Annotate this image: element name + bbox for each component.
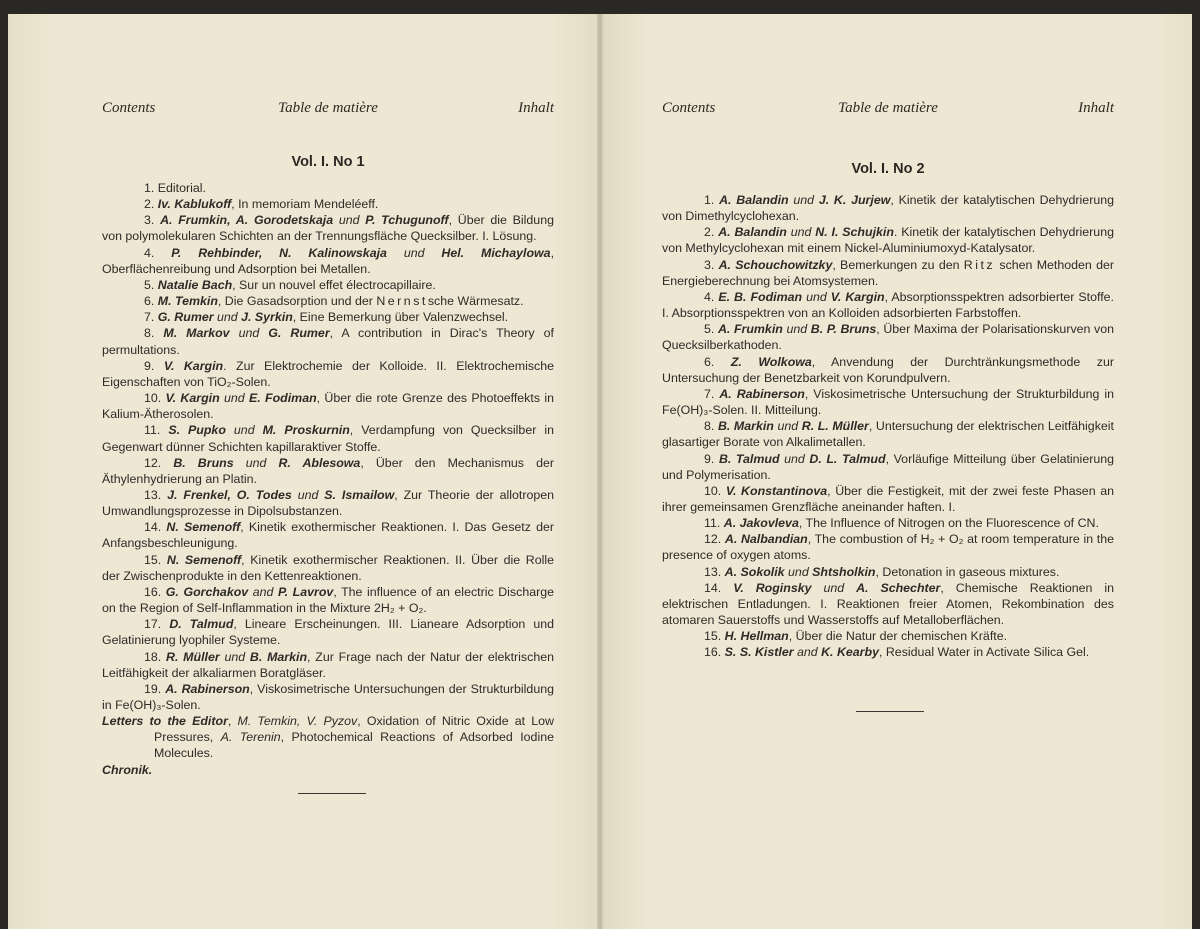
contents-entry: [662, 354, 1114, 386]
entry-author: N. I. Schujkin: [815, 225, 894, 240]
entry-text: 13.: [144, 487, 168, 502]
header-contents: Contents: [102, 100, 156, 116]
entry-text: , Anvendung der Durchtränkungsmethode zur Untersuchung der Benetzbarkeit von Korundpulvern.: [662, 354, 1114, 385]
entry-text: 15.: [704, 629, 725, 644]
contents-entry: [102, 649, 554, 681]
entry-author: V. Roginsky: [733, 580, 824, 595]
entry-author: Iv. Kablukoff: [157, 197, 232, 212]
contents-entry: [102, 293, 554, 309]
contents-entry: [662, 321, 1114, 353]
contents-entry: [102, 325, 554, 357]
entry-text: 8.: [704, 419, 718, 434]
entry-text: , Viskosimetrische Untersuchung der Strukturbildung in Fe(OH)₃-Solen. II. Mitteilung.: [662, 386, 1114, 418]
contents-entry: [662, 224, 1114, 256]
contents-entry: [662, 192, 1114, 224]
entry-text: , Bemerkungen zu den: [832, 257, 964, 272]
contents-entry: [102, 196, 554, 212]
entry-author: Z. Wolkowa: [730, 354, 812, 369]
contents-list-vol2: [662, 192, 1114, 661]
entry-text: Ritz: [963, 257, 996, 272]
entry-text: 2.: [144, 197, 158, 212]
contents-entry: [102, 584, 554, 616]
contents-entry: [662, 564, 1114, 580]
entry-text: , Residual Water in Activate Silica Gel.: [878, 645, 1090, 660]
entry-author: J. Frenkel, O. Todes: [167, 487, 298, 502]
entry-text: , The influence of an electric Discharge on the Region of Self-Inflammation in the Mixture 2H₂ + O₂.: [102, 584, 555, 616]
entry-text: , Über die Natur der chemischen Kräfte.: [788, 629, 1008, 644]
entry-text: , Über die Bildung von polymolekularen Schichten an der Trennungsfläche Quecksilber. I. Lösung.: [102, 213, 554, 244]
entry-author: Letters to the Editor: [102, 714, 228, 729]
entry-author: V. Kargin: [165, 391, 224, 406]
entry-author: Shtsholkin: [812, 564, 876, 579]
entry-text: , A contribution in Dirac's Theory of permultations.: [102, 326, 554, 357]
entry-author: V. Kargin: [830, 289, 885, 304]
entry-text: ,: [227, 714, 238, 729]
entry-author: R. Müller: [166, 649, 225, 664]
entry-text: , Zur Frage nach der Natur der elektrischen Leitfähigkeit der alkaliarmen Boratgläser.: [102, 649, 554, 680]
entry-text: schen Methoden der Energieberechnung bei Atomsystemen.: [662, 257, 1114, 288]
entry-author: E. B. Fodiman: [718, 289, 807, 304]
entry-text: Nernst: [376, 294, 428, 309]
entry-text: 5.: [704, 322, 718, 337]
contents-entry: [662, 644, 1114, 660]
entry-author: E. Fodiman: [249, 391, 317, 406]
entry-text: 18.: [144, 649, 167, 664]
entry-text: und: [233, 423, 263, 438]
contents-entry: [662, 580, 1114, 628]
entry-text: und: [224, 391, 249, 406]
entry-text: 4.: [144, 245, 172, 260]
entry-text: , Kinetik exothermischer Reaktionen. I. Das Gesetz der Anfangsbeschleunigung.: [102, 520, 554, 551]
entry-text: 4.: [704, 289, 719, 304]
entry-text: und: [793, 193, 819, 207]
entry-author: B. Markin: [717, 419, 778, 434]
entry-author: B. P. Bruns: [810, 322, 877, 337]
entry-text: 10.: [144, 391, 166, 406]
entry-text: , The combustion of H₂ + O₂ at room temperature in the presence of oxygen atoms.: [662, 532, 1114, 563]
entry-text: . Zur Elektrochemie der Kolloide. II. Elektrochemische Eigenschaften von TiO₂-Solen.: [102, 358, 554, 389]
entry-text: 3.: [704, 257, 719, 272]
entry-text: , Vorläufige Mitteilung über Gelatinierung und Polymerisation.: [662, 451, 1115, 482]
entry-text: und: [217, 310, 242, 325]
entry-text: , Absorptionsspektren adsorbierter Stoffe. I. Absorptionsspektren von an Kolloiden adsorbierten Farbstoffen.: [662, 289, 1114, 321]
entry-text: , Detonation in gaseous mixtures.: [875, 564, 1060, 579]
entry-author: M. Markov: [163, 326, 239, 341]
entry-author: K. Kearby: [821, 645, 879, 660]
entry-text: , Die Gasadsorption und der: [217, 294, 377, 309]
entry-text: , In memoriam Mendeléeff.: [231, 197, 379, 212]
entry-text: und: [403, 245, 442, 260]
entry-author: A. Balandin: [718, 225, 791, 240]
volume-heading: Vol. I. No 1: [291, 154, 365, 170]
entry-author: Hel. Michaylowa: [441, 245, 551, 260]
entry-text: 12.: [704, 532, 725, 547]
entry-text: 7.: [144, 310, 158, 325]
entry-author: N. Semenoff: [166, 520, 241, 535]
contents-entry: [102, 390, 554, 422]
divider-rule: [856, 711, 924, 712]
entry-text: 1.: [704, 193, 720, 207]
entry-text: 16.: [704, 645, 725, 660]
entry-text: und: [777, 419, 802, 434]
entry-text: 19.: [144, 681, 166, 696]
contents-entry: [102, 713, 554, 761]
entry-text: und: [788, 564, 813, 579]
entry-text: , Oberflächenreibung und Adsorption bei Metallen.: [102, 245, 555, 276]
contents-entry: [102, 309, 554, 325]
entry-author: A. Rabinerson: [165, 681, 250, 696]
entry-text: und: [245, 455, 279, 470]
entry-author: S. Pupko: [168, 423, 234, 438]
contents-entry: [102, 455, 554, 487]
entry-author: A. Nalbandian: [724, 532, 808, 547]
entry-author: H. Hellman: [724, 629, 789, 644]
contents-entry: [102, 212, 554, 244]
entry-text: , Eine Bemerkung über Valenzwechsel.: [292, 310, 509, 325]
entry-text: und: [790, 225, 816, 240]
contents-entry: [102, 762, 554, 778]
entry-text: 6.: [704, 354, 731, 369]
header-contents: Contents: [662, 100, 716, 116]
entry-text: und: [823, 580, 857, 595]
entry-text: 14.: [144, 520, 167, 535]
entry-author: P. Lavrov: [278, 584, 334, 599]
entry-author: A. Schouchowitzky: [718, 257, 833, 272]
entry-text: und: [224, 649, 250, 664]
entry-author: S. S. Kistler: [724, 645, 797, 660]
entry-author: A. Frumkin, A. Gorodetskaja: [160, 213, 339, 228]
entry-author: S. Ismailow: [324, 487, 395, 502]
entry-author: A. Schechter: [856, 580, 941, 595]
contents-entry: [102, 358, 554, 390]
entry-text: , Über Maxima der Polarisationskurven von Quecksilberkathoden.: [662, 322, 1115, 353]
entry-author: A. Frumkin: [717, 322, 787, 337]
entry-author: M. Proskurnin: [262, 423, 350, 438]
entry-text: , Sur un nouvel effet électrocapillaire.: [232, 277, 436, 292]
entry-text: , Untersuchung der elektrischen Leitfähigkeit glasartiger Borate von Alkalimetallen.: [662, 419, 1114, 450]
entry-text: 13.: [704, 564, 725, 579]
contents-entry: [662, 628, 1114, 644]
entry-author: A. Sokolik: [724, 564, 789, 579]
entry-author: Chronik.: [102, 762, 153, 777]
divider-rule: [298, 793, 366, 794]
entry-author: P. Tchugunoff: [365, 213, 449, 228]
entry-text: 6.: [144, 294, 158, 309]
entry-author: V. Konstantinova: [725, 483, 828, 498]
contents-entry: [102, 616, 554, 648]
entry-text: , Kinetik exothermischer Reaktionen. II. Über die Rolle der Zwischenprodukte in den Kettenreaktionen.: [102, 552, 555, 583]
contents-entry: [102, 519, 554, 551]
contents-entry: [662, 451, 1114, 483]
entry-text: 3.: [144, 213, 161, 228]
contents-entry: [102, 681, 554, 713]
entry-author: G. Rumer: [268, 326, 330, 341]
entry-text: 1. Editorial.: [144, 181, 206, 195]
entry-author: V. Kargin: [163, 358, 224, 373]
entry-author: J. K. Jurjew: [818, 193, 891, 207]
entry-text: 14.: [704, 580, 734, 595]
entry-text: und: [338, 213, 366, 228]
entry-text: , The Influence of Nitrogen on the Fluorescence of CN.: [798, 516, 1099, 531]
entry-text: , Über die rote Grenze des Photoeffekts in Kalium-Ätherosolen.: [102, 391, 554, 422]
entry-author: D. L. Talmud: [809, 451, 886, 466]
contents-entry: [102, 180, 554, 196]
entry-text: 9.: [704, 451, 719, 466]
entry-text: 15.: [144, 552, 167, 567]
entry-author: P. Rehbinder, N. Kalinowskaja: [171, 245, 404, 260]
entry-text: . Kinetik der katalytischen Dehydrierung von Methylcyclohexan mit einem Nickel-Aluminiumoxyd-Katalysator.: [662, 225, 1114, 256]
entry-author: M. Temkin: [157, 294, 218, 309]
entry-text: 10.: [704, 483, 726, 498]
contents-entry: [662, 418, 1114, 450]
entry-text: , Kinetik der katalytischen Dehydrierung von Dimethylcyclohexan.: [662, 193, 1114, 224]
entry-text: 16.: [144, 584, 166, 599]
entry-author: R. Ablesowa: [278, 455, 361, 470]
contents-entry: [662, 386, 1114, 418]
entry-author: B. Bruns: [173, 455, 246, 470]
entry-text: M. Temkin, V. Pyzov: [237, 714, 358, 729]
entry-text: 11.: [704, 516, 724, 531]
contents-entry: [662, 483, 1114, 515]
contents-entry: [102, 422, 554, 454]
entry-text: und: [806, 289, 831, 304]
entry-text: , Photochemical Reactions of Adsorbed Iodine Molecules.: [154, 730, 554, 761]
entry-text: , Oxidation of Nitric Oxide at Low Pressures,: [154, 714, 554, 745]
contents-entry: [662, 531, 1114, 563]
entry-author: G. Gorchakov: [165, 584, 253, 599]
entry-text: , Über die Festigkeit, mit der zwei feste Phasen an ihrer gemeinsamen Grenzfläche aneinander haften. I.: [662, 483, 1115, 514]
page-fold: [597, 14, 603, 929]
right-header: [662, 100, 1114, 122]
entry-author: A. Balandin: [719, 193, 794, 207]
entry-text: 8.: [144, 326, 164, 341]
entry-text: , Viskosimetrische Untersuchungen der Strukturbildung in Fe(OH)₃-Solen.: [102, 681, 554, 712]
entry-text: 17.: [144, 617, 170, 632]
contents-entry: [662, 257, 1114, 289]
contents-entry: [102, 552, 554, 584]
entry-text: and: [796, 645, 822, 660]
entry-author: G. Rumer: [157, 310, 217, 325]
header-inhalt: Inhalt: [1078, 100, 1114, 116]
entry-author: A. Jakovleva: [723, 516, 799, 531]
entry-text: 2.: [704, 225, 719, 240]
entry-text: A. Terenin: [220, 730, 281, 745]
entry-text: 7.: [704, 386, 720, 401]
header-table: Table de matière: [278, 100, 378, 116]
entry-author: B. Markin: [249, 649, 308, 664]
contents-list-vol1: [102, 180, 554, 778]
entry-text: und: [238, 326, 269, 341]
entry-text: 9.: [144, 358, 164, 373]
entry-text: 12.: [144, 455, 174, 470]
entry-text: , Chemische Reaktionen in elektrischen Entladungen. I. Reaktionen freier Atomen, Rekombination des atomaren Sauerstoffs und Wasserstoffs auf Metalloberflächen.: [662, 580, 1114, 628]
entry-author: J. Syrkin: [241, 310, 293, 325]
entry-text: sche Wärmesatz.: [427, 294, 524, 309]
volume-heading: Vol. I. No 2: [851, 161, 925, 177]
entry-author: D. Talmud: [169, 617, 234, 632]
entry-text: , Zur Theorie der allotropen Umwandlungsprozesse in Dipolsubstanzen.: [102, 487, 555, 519]
entry-text: und: [786, 322, 811, 337]
entry-author: B. Talmud: [718, 451, 785, 466]
contents-entry: [102, 245, 554, 277]
entry-text: und: [784, 451, 810, 466]
entry-author: N. Semenoff: [166, 552, 242, 567]
contents-entry: [662, 515, 1114, 531]
entry-text: and: [252, 584, 278, 599]
entry-text: , Verdampfung von Quecksilber in Gegenwart dünner Schichten kapillaraktiver Stoffe.: [102, 423, 554, 454]
entry-author: Natalie Bach: [157, 277, 233, 292]
entry-author: R. L. Müller: [801, 419, 869, 434]
entry-text: , Lineare Erscheinungen. III. Lianeare Adsorption und Gelatinierung lyophiler Systeme.: [102, 617, 554, 648]
header-inhalt: Inhalt: [518, 100, 554, 116]
contents-entry: [102, 277, 554, 293]
entry-text: 5.: [144, 277, 158, 292]
entry-text: , Über den Mechanismus der Äthylenhydrierung an Platin.: [102, 455, 554, 486]
entry-author: A. Rabinerson: [719, 386, 805, 401]
left-header: [102, 100, 554, 122]
entry-text: 11.: [144, 423, 169, 438]
entry-text: und: [297, 487, 325, 502]
header-table: Table de matière: [838, 100, 938, 116]
contents-entry: [102, 487, 554, 519]
contents-entry: [662, 289, 1114, 321]
